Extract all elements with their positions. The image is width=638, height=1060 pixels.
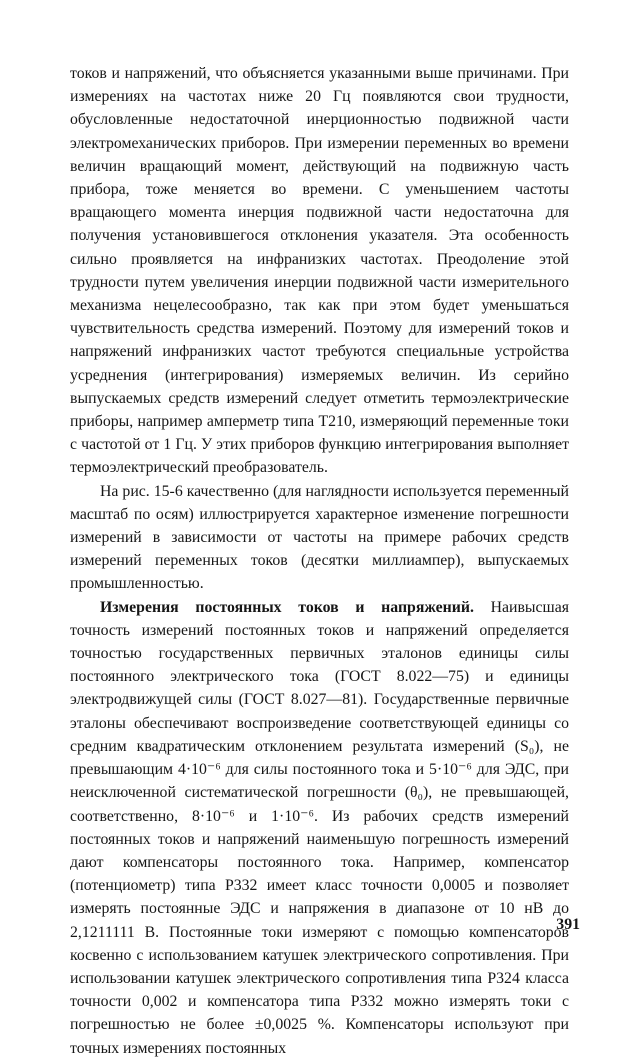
paragraph-1-text: токов и напряжений, что объясняется указанными выше причинами. При измерениях на частотах ниже 20 Гц появляются свои трудности, обусловленные недостаточной инерционностью подвижной части электромеханических приборов. При измерении переменных во времени величин вращающий момент, действующий на подвижную часть прибора, тоже меняется во времени. С уменьшением частоты вращающего момента инерция подвижной части недостаточна для получения установившегося отклонения указателя. Эта особенность сильно проявляется на инфранизких частотах. Преодоление этой трудности путем увеличения инерции подвижной части измерительного механизма нецелесообразно, так как при этом будет уменьшаться чувствительность средства измерений. Поэтому для измерений токов и напряжений инфранизких частот требуются специальные устройства усреднения (интегрирования) измеряемых величин. Из серийно выпускаемых средств измерений следует отметить термоэлектрические приборы, например амперметр типа Т210, измеряющий переменные токи с частотой от 1 Гц. У этих приборов функцию интегрирования выполняет термоэлектрический преобразователь. xyxy=(70,65,569,477)
section-run-in-heading: Измерения постоянных токов и напряжений. xyxy=(100,598,474,616)
page-number: 391 xyxy=(556,916,580,933)
paragraph-2-text: На рис. 15-6 качественно (для наглядности используется переменный масштаб по осям) иллюстрируется характерное изменение погрешности измерений в зависимости от частоты на примере рабочих средств измерений переменных токов (десятки миллиампер), выпускаемых промышленностью. xyxy=(70,482,569,593)
paragraph-dc-measurements xyxy=(70,596,569,1060)
paragraph-continued xyxy=(70,62,569,480)
paragraph-3-text: Наивысшая точность измерений постоянных токов и напряжений определяется точностью государственных первичных эталонов единицы силы постоянного электрического тока (ГОСТ 8.022—75) и единицы электродвижущей силы (ГОСТ 8.027—81). Государственные первичные эталоны обеспечивают воспроизведение соответствующей единицы со средним квадратическим отклонением результата измерений (S₀), не превышающим 4·10⁻⁶ для силы постоянного тока и 5·10⁻⁶ для ЭДС, при неисключенной систематической погрешности (θ₀), не превышающей, соответственно, 8·10⁻⁶ и 1·10⁻⁶. Из рабочих средств измерений постоянных токов и напряжений наименьшую погрешность измерений дают компенсаторы постоянного тока. Например, компенсатор (потенциометр) типа Р332 имеет класс точности 0,0005 и позволяет измерять постоянные ЭДС и напряжения в диапазоне от 10 нВ до 2,1211111 В. Постоянные токи измеряют с помощью компенсаторов косвенно с использованием катушек электрического сопротивления. При использовании катушек электрического сопротивления типа Р324 класса точности 0,002 и компенсатора типа Р332 можно измерять токи с погрешностью не более ±0,0025 %. Компенсаторы используют при точных измерениях постоянных xyxy=(70,598,569,1057)
paragraph-figure-reference xyxy=(70,480,569,596)
body-text xyxy=(70,62,569,1060)
